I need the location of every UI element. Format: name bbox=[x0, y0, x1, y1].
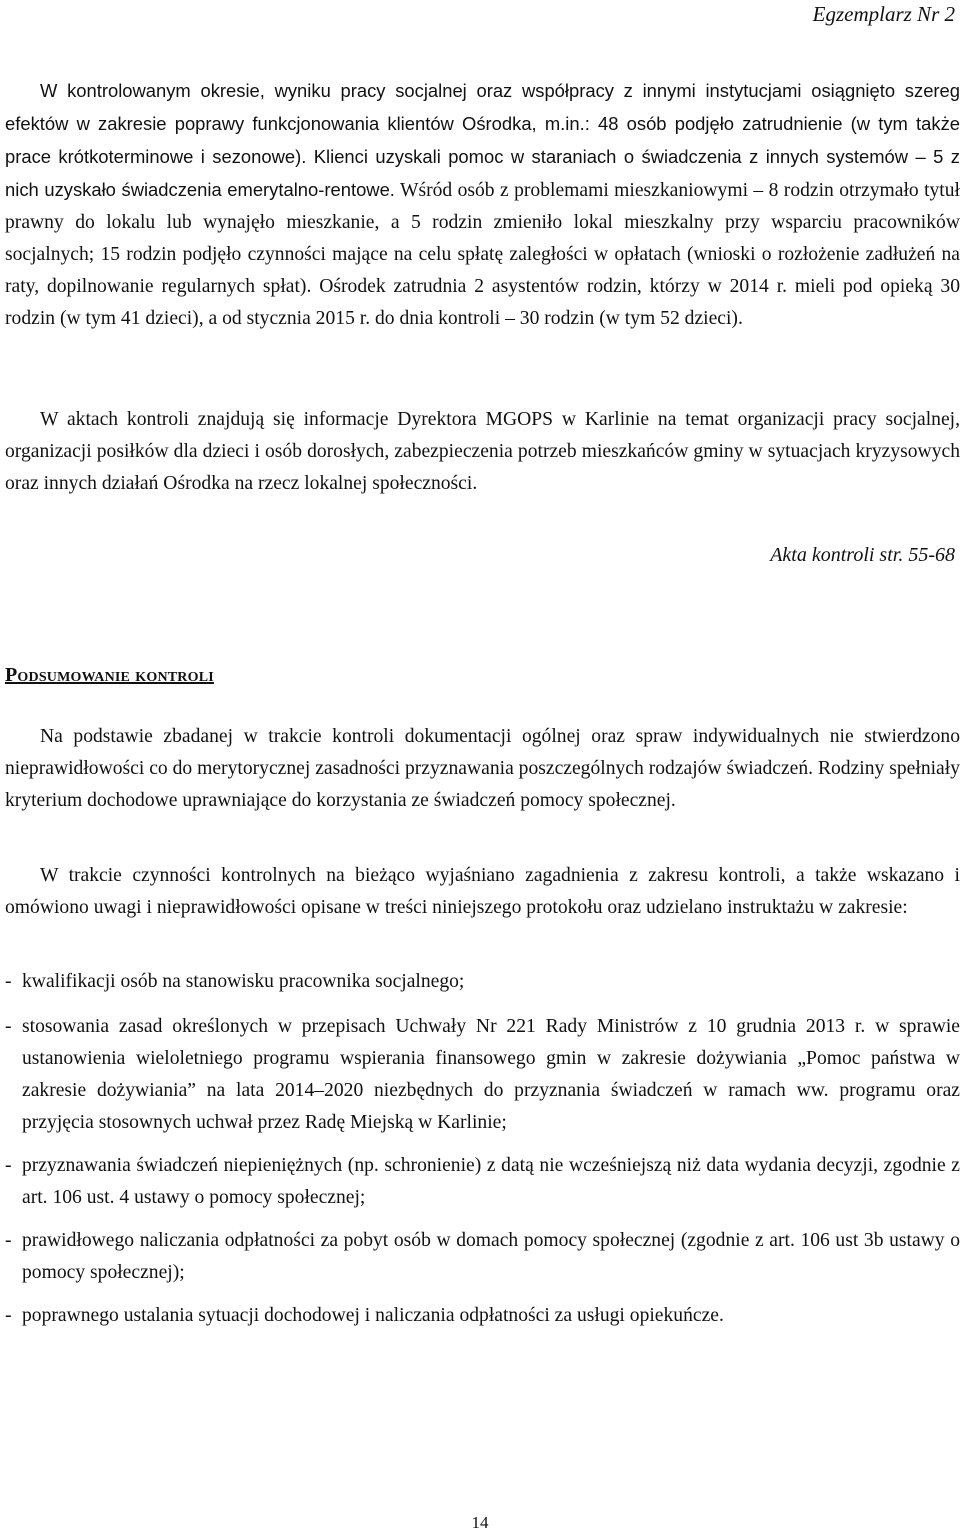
results-paragraph bbox=[5, 75, 960, 335]
instruction-paragraph-text: W trakcie czynności kontrolnych na bieżąco wyjaśniano zagadnienia z zakresu kontroli, a także wskazano i omówiono uwagi i nieprawidłowości opisane w treści niniejszego protokołu oraz udzielano instruktażu w zakresie: bbox=[5, 865, 960, 918]
results-paragraph-rest: Wśród osób z problemami mieszkaniowymi – 8 rodzin otrzymało tytuł prawny do lokalu lub wynajęło mieszkanie, a 5 rodzin zmieniło lokal mieszkalny przy wsparciu pracowników socjalnych; 15 rodzin podjęło czynności mające na celu spłatę zaległości w opłatach (wnioski o rozłożenie zadłużeń na raty, dopilnowanie regularnych spłat). Ośrodek zatrudnia 2 asystentów rodzin, którzy w 2014 r. mieli pod opieką 30 rodzin (w tym 41 dzieci), a od stycznia 2015 r. do dnia kontroli – 30 rodzin (w tym 52 dzieci). bbox=[5, 180, 960, 329]
list-item bbox=[5, 1300, 960, 1332]
instruction-paragraph bbox=[5, 860, 960, 924]
list-item-text: poprawnego ustalania sytuacji dochodowej i naliczania odpłatności za usługi opiekuńcze. bbox=[22, 1305, 724, 1326]
summary-paragraph-text: Na podstawie zbadanej w trakcie kontroli dokumentacji ogólnej oraz spraw indywidualnych nie stwierdzono nieprawidłowości co do merytorycznej zasadności przyznawania poszczególnych rodzajów świadczeń. Rodziny spełniały kryterium dochodowe uprawniające do korzystania ze świadczeń pomocy społecznej. bbox=[5, 726, 960, 811]
instruction-list bbox=[5, 966, 960, 1332]
list-item bbox=[5, 1150, 960, 1214]
list-dash: - bbox=[5, 971, 12, 992]
copy-number-label: Egzemplarz Nr 2 bbox=[812, 2, 955, 26]
list-dash: - bbox=[5, 1016, 12, 1037]
files-reference: Akta kontroli str. 55-68 bbox=[770, 544, 955, 566]
list-item bbox=[5, 1225, 960, 1289]
list-item bbox=[5, 1011, 960, 1139]
list-item-text: stosowania zasad określonych w przepisach Uchwały Nr 221 Rady Ministrów z 10 grudnia 2013 r. w sprawie ustanowienia wieloletniego programu wspierania finansowego gmin w zakresie dożywiania „Pomoc państwa w zakresie dożywiania” na lata 2014–2020 niezbędnych do przyznania świadczeń w ramach ww. programu oraz przyjęcia stosownych uchwał przez Radę Miejską w Karlinie; bbox=[22, 1016, 960, 1133]
list-dash: - bbox=[5, 1230, 12, 1251]
records-paragraph-text: W aktach kontroli znajdują się informacje Dyrektora MGOPS w Karlinie na temat organizacji pracy socjalnej, organizacji posiłków dla dzieci i osób dorosłych, zabezpieczenia potrzeb mieszkańców gminy w sytuacjach kryzysowych oraz innych działań Ośrodka na rzecz lokalnej społeczności. bbox=[5, 409, 960, 494]
list-item bbox=[5, 966, 960, 998]
list-item-text: kwalifikacji osób na stanowisku pracownika socjalnego; bbox=[22, 971, 465, 992]
list-dash: - bbox=[5, 1305, 12, 1326]
results-paragraph-lead: W kontrolowanym okresie, wyniku pracy socjalnej oraz współpracy z innymi instytucjami osiągnięto szereg efektów w zakresie poprawy funkcjonowania klientów Ośrodka, m.in.: 48 osób podjęło zatrudnienie (w tym także prace krótkoterminowe i sezonowe). Klienci uzyskali pomoc w staraniach o świadczenia z innych systemów – 5 z nich uzyskało świadczenia emerytalno-rentowe. bbox=[5, 80, 960, 200]
list-dash: - bbox=[5, 1155, 12, 1176]
list-item-text: prawidłowego naliczania odpłatności za pobyt osób w domach pomocy społecznej (zgodnie z art. 106 ust 3b ustawy o pomocy społecznej); bbox=[22, 1230, 960, 1283]
records-paragraph bbox=[5, 404, 960, 500]
page-number: 14 bbox=[471, 1513, 489, 1532]
summary-paragraph bbox=[5, 721, 960, 817]
list-item-text: przyznawania świadczeń niepieniężnych (np. schronienie) z datą nie wcześniejszą niż data wydania decyzji, zgodnie z art. 106 ust. 4 ustawy o pomocy społecznej; bbox=[22, 1155, 960, 1208]
summary-heading: Podsumowanie kontroli bbox=[5, 664, 214, 686]
